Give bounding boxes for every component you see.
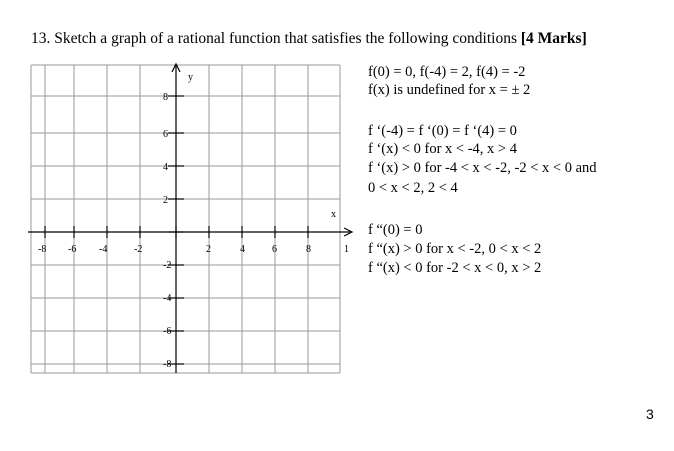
page-number: 3	[646, 406, 654, 422]
y-axis-label: y	[188, 72, 193, 83]
y-tick-label: -2	[163, 260, 172, 271]
y-tick-label: -8	[163, 359, 172, 370]
x-axis-label: x	[331, 209, 336, 220]
condition-7: f “(0) = 0	[368, 222, 423, 238]
x-tick-label: -8	[38, 244, 47, 255]
y-tick-label: 8	[163, 92, 168, 103]
condition-8: f “(x) > 0 for x < -2, 0 < x < 2	[368, 241, 542, 257]
x-tick-label: 2	[206, 244, 211, 255]
condition-9: f “(x) < 0 for -2 < x < 0, x > 2	[368, 260, 542, 276]
y-tick-label: 2	[163, 195, 168, 206]
condition-5: f ‘(x) > 0 for -4 < x < -2, -2 < x < 0 and	[368, 160, 597, 176]
y-tick-label: -6	[163, 326, 172, 337]
x-tick-label: 8	[306, 244, 311, 255]
x-tick-label: -6	[68, 244, 77, 255]
x-tick-label: -4	[99, 244, 108, 255]
y-tick-label: 4	[163, 162, 168, 173]
condition-3: f ‘(-4) = f ‘(0) = f ‘(4) = 0	[368, 123, 517, 139]
condition-1: f(0) = 0, f(-4) = 2, f(4) = -2	[368, 64, 526, 80]
y-tick-label: -4	[163, 293, 172, 304]
condition-2: f(x) is undefined for x = ± 2	[368, 82, 531, 98]
question-text: 13. Sketch a graph of a rational function that satisfies the following conditions	[31, 30, 521, 47]
x-tick-label: -2	[134, 244, 143, 255]
x-tick-label: 6	[272, 244, 277, 255]
x-tick-label: 1	[344, 244, 349, 255]
x-tick-label: 4	[240, 244, 245, 255]
condition-6: 0 < x < 2, 2 < 4	[368, 180, 458, 196]
question-marks: [4 Marks]	[520, 30, 587, 47]
y-tick-label: 6	[163, 129, 168, 140]
condition-4: f ‘(x) < 0 for x < -4, x > 4	[368, 141, 517, 157]
